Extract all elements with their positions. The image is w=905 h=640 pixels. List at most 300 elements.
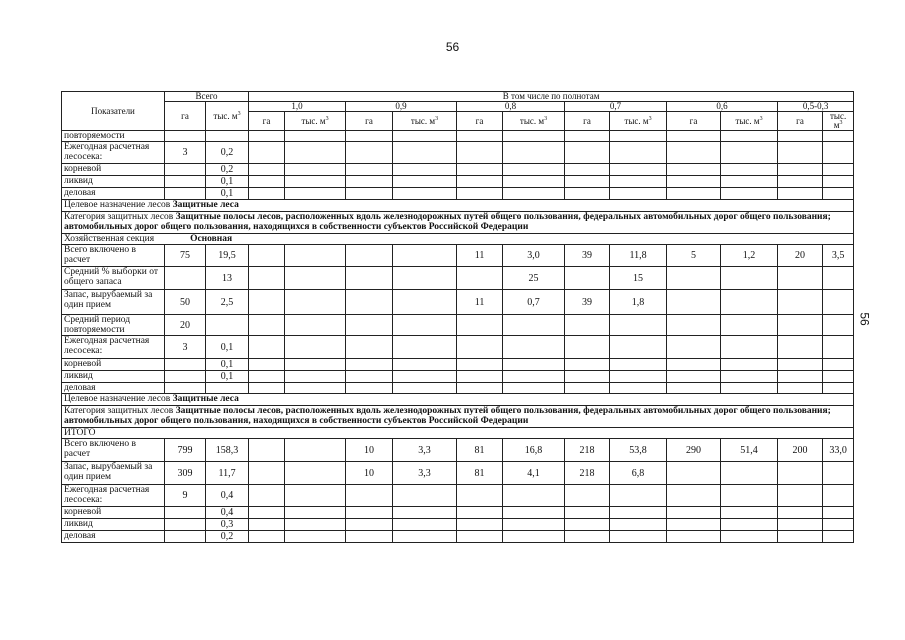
table-cell	[778, 519, 823, 531]
table-cell	[823, 164, 854, 176]
table-cell	[346, 531, 393, 543]
table-cell	[457, 267, 503, 290]
table-cell	[249, 176, 285, 188]
table-cell	[346, 164, 393, 176]
table-cell	[823, 315, 854, 336]
header-total: Всего	[165, 92, 249, 102]
section3-purpose: Целевое назначение лесов Защитные леса	[62, 394, 854, 406]
table-cell	[823, 290, 854, 315]
table-cell: 0,2	[206, 142, 249, 164]
header-unit-volume: тыс. $м^3$	[721, 112, 778, 131]
table-cell	[778, 176, 823, 188]
table-cell	[285, 164, 346, 176]
table-cell: 13	[206, 267, 249, 290]
table-cell: 2,5	[206, 290, 249, 315]
table-cell: 10	[346, 462, 393, 485]
table-cell	[823, 371, 854, 383]
table-row	[62, 142, 854, 164]
table-cell	[165, 176, 206, 188]
table-cell	[206, 315, 249, 336]
table-cell	[285, 519, 346, 531]
table-cell	[667, 267, 721, 290]
table-cell	[823, 462, 854, 485]
header-total-volume: тыс. $м^3$	[206, 102, 249, 131]
table-cell	[565, 519, 610, 531]
row-label: корневой	[62, 507, 165, 519]
table-cell: 0,2	[206, 164, 249, 176]
table-cell	[610, 131, 667, 142]
table-cell: 218	[565, 439, 610, 462]
table-cell	[667, 315, 721, 336]
table-cell	[610, 315, 667, 336]
table-cell	[823, 507, 854, 519]
table-cell: 11	[457, 245, 503, 267]
table-cell	[285, 267, 346, 290]
table-cell	[721, 485, 778, 507]
table-cell	[610, 164, 667, 176]
table-cell	[346, 315, 393, 336]
table-cell: 0,1	[206, 336, 249, 359]
table-cell	[346, 142, 393, 164]
row-label: деловая	[62, 188, 165, 200]
table-cell	[721, 176, 778, 188]
header-unit-ha: га	[667, 112, 721, 131]
table-cell: 309	[165, 462, 206, 485]
header-unit-ha: га	[778, 112, 823, 131]
table-cell	[165, 371, 206, 383]
table-cell	[285, 439, 346, 462]
table-cell	[285, 315, 346, 336]
table-row	[62, 519, 854, 531]
table-row	[62, 359, 854, 371]
header-unit-volume: тыс. $м^3$	[503, 112, 565, 131]
table-cell: 218	[565, 462, 610, 485]
table-cell	[823, 485, 854, 507]
table-cell	[610, 519, 667, 531]
table-cell	[565, 188, 610, 200]
table-cell	[165, 188, 206, 200]
header-density-6: 0,5-0,3	[778, 102, 854, 112]
header-density-2: 0,9	[346, 102, 457, 112]
table-cell: 0,7	[503, 290, 565, 315]
table-cell: 19,5	[206, 245, 249, 267]
header-indicators: Показатели	[62, 92, 165, 131]
header-unit-volume: тыс. $м^3$	[285, 112, 346, 131]
table-cell	[393, 176, 457, 188]
table-cell	[346, 176, 393, 188]
table-cell	[565, 359, 610, 371]
table-row	[62, 315, 854, 336]
header-total-ha: га	[165, 102, 206, 131]
table-cell	[823, 131, 854, 142]
table-cell: 0,1	[206, 188, 249, 200]
table-cell	[346, 290, 393, 315]
header-unit-volume: тыс. $м^3$	[610, 112, 667, 131]
table-cell	[610, 371, 667, 383]
table-cell	[565, 531, 610, 543]
table-cell	[565, 131, 610, 142]
table-cell	[285, 371, 346, 383]
table-cell	[285, 462, 346, 485]
table-cell	[285, 176, 346, 188]
table-cell	[667, 531, 721, 543]
table-cell	[721, 290, 778, 315]
row-label: ликвид	[62, 519, 165, 531]
table-cell	[165, 531, 206, 543]
table-cell	[503, 188, 565, 200]
table-cell	[249, 371, 285, 383]
table-row	[62, 267, 854, 290]
table-cell	[667, 507, 721, 519]
table-cell	[165, 164, 206, 176]
table-cell	[165, 359, 206, 371]
table-cell	[823, 531, 854, 543]
table-row	[62, 176, 854, 188]
table-cell: 0,2	[206, 531, 249, 543]
table-row	[62, 462, 854, 485]
table-cell	[721, 383, 778, 394]
table-cell	[165, 507, 206, 519]
table-cell	[503, 131, 565, 142]
table-cell	[778, 142, 823, 164]
table-cell: 20	[778, 245, 823, 267]
table-cell	[346, 245, 393, 267]
table-cell	[503, 359, 565, 371]
table-cell	[457, 507, 503, 519]
table-cell	[346, 188, 393, 200]
table-cell	[393, 359, 457, 371]
table-cell	[249, 359, 285, 371]
table-cell	[610, 485, 667, 507]
table-cell	[285, 142, 346, 164]
table-cell	[610, 383, 667, 394]
table-cell: 53,8	[610, 439, 667, 462]
table-cell	[778, 383, 823, 394]
table-cell	[667, 519, 721, 531]
table-cell	[457, 176, 503, 188]
table-cell	[667, 131, 721, 142]
table-row	[62, 131, 854, 142]
table-cell	[503, 176, 565, 188]
table-cell	[721, 131, 778, 142]
table-cell	[667, 359, 721, 371]
table-cell	[667, 462, 721, 485]
table-cell	[778, 359, 823, 371]
table-cell	[778, 164, 823, 176]
table-cell: 799	[165, 439, 206, 462]
table-cell	[285, 131, 346, 142]
table-cell	[503, 485, 565, 507]
table-cell	[721, 142, 778, 164]
table-cell: 0,4	[206, 485, 249, 507]
table-cell	[721, 371, 778, 383]
table-cell	[457, 371, 503, 383]
table-cell: 81	[457, 462, 503, 485]
table-cell	[610, 336, 667, 359]
table-cell	[393, 383, 457, 394]
table-cell	[457, 164, 503, 176]
table-cell	[778, 315, 823, 336]
table-cell	[285, 290, 346, 315]
table-cell	[346, 131, 393, 142]
table-cell	[165, 383, 206, 394]
table-cell	[457, 188, 503, 200]
table-row	[62, 439, 854, 462]
table-cell	[565, 383, 610, 394]
table-cell	[667, 164, 721, 176]
table-cell	[565, 142, 610, 164]
table-cell: 4,1	[503, 462, 565, 485]
table-cell	[565, 371, 610, 383]
table-cell	[778, 290, 823, 315]
table-cell	[610, 359, 667, 371]
row-label: ликвид	[62, 371, 165, 383]
table-cell	[346, 371, 393, 383]
table-cell	[823, 267, 854, 290]
table-cell	[285, 336, 346, 359]
row-label: корневой	[62, 164, 165, 176]
table-cell	[285, 359, 346, 371]
table-row	[62, 290, 854, 315]
row-label: повторяемости	[62, 131, 165, 142]
table-cell: 200	[778, 439, 823, 462]
table-cell: 20	[165, 315, 206, 336]
section2-purpose: Целевое назначение лесов Защитные леса	[62, 200, 854, 212]
table-cell	[285, 485, 346, 507]
table-cell	[778, 531, 823, 543]
table-cell: 39	[565, 245, 610, 267]
table-cell	[503, 531, 565, 543]
table-cell	[346, 359, 393, 371]
table-row	[62, 371, 854, 383]
row-label: корневой	[62, 359, 165, 371]
table-cell: 3,0	[503, 245, 565, 267]
table-cell	[823, 336, 854, 359]
table-cell	[457, 336, 503, 359]
table-cell	[249, 336, 285, 359]
table-cell	[249, 462, 285, 485]
table-row	[62, 485, 854, 507]
table-cell	[393, 531, 457, 543]
table-cell	[393, 290, 457, 315]
table-cell	[778, 507, 823, 519]
table-cell	[610, 507, 667, 519]
table-cell	[165, 131, 206, 142]
table-cell	[393, 267, 457, 290]
table-cell	[721, 267, 778, 290]
table-cell	[249, 315, 285, 336]
table-cell: 1,2	[721, 245, 778, 267]
table-cell: 51,4	[721, 439, 778, 462]
row-label: Всего включено в расчет	[62, 439, 165, 462]
table-cell: 3,5	[823, 245, 854, 267]
header-density-4: 0,7	[565, 102, 667, 112]
row-label: Ежегодная расчетная лесосека:	[62, 336, 165, 359]
table-cell	[285, 531, 346, 543]
table-cell	[285, 383, 346, 394]
table-cell	[823, 142, 854, 164]
header-density-3: 0,8	[457, 102, 565, 112]
table-cell	[610, 176, 667, 188]
table-cell: 9	[165, 485, 206, 507]
table-cell	[249, 245, 285, 267]
table-cell	[778, 485, 823, 507]
table-cell	[778, 462, 823, 485]
table-cell: 5	[667, 245, 721, 267]
table-row	[62, 164, 854, 176]
table-cell	[565, 315, 610, 336]
table-cell	[667, 176, 721, 188]
row-label: Ежегодная расчетная лесосека:	[62, 485, 165, 507]
header-unit-ha: га	[249, 112, 285, 131]
table-cell	[823, 383, 854, 394]
table-cell	[721, 315, 778, 336]
table-cell	[165, 519, 206, 531]
table-cell: 25	[503, 267, 565, 290]
table-cell	[503, 371, 565, 383]
page-number-top: 56	[445, 40, 460, 54]
row-label: деловая	[62, 383, 165, 394]
table-cell	[823, 188, 854, 200]
table-cell	[249, 188, 285, 200]
table-cell: 3,3	[393, 462, 457, 485]
table-cell	[721, 507, 778, 519]
section2-economic-section: Хозяйственная секция Основная	[62, 233, 854, 245]
table-cell: 10	[346, 439, 393, 462]
table-cell: 3,3	[393, 439, 457, 462]
table-cell	[565, 507, 610, 519]
section2-category: Категория защитных лесов Защитные полосы лесов, расположенных вдоль железнодорожных путей общего пользования, федеральных автомобильных дорог общего пользования; автомобильных дорог общего пользования, находящихся в собственности субъектов Российской Федерации	[62, 211, 854, 233]
table-cell	[721, 336, 778, 359]
header-unit-ha: га	[457, 112, 503, 131]
table-cell	[249, 131, 285, 142]
table-cell	[249, 519, 285, 531]
table-cell	[346, 267, 393, 290]
header-density-1: 1,0	[249, 102, 346, 112]
table-cell	[503, 507, 565, 519]
table-cell	[393, 336, 457, 359]
table-cell: 290	[667, 439, 721, 462]
table-cell	[503, 315, 565, 336]
table-cell	[457, 131, 503, 142]
row-label: Средний период повторяемости	[62, 315, 165, 336]
table-cell	[721, 359, 778, 371]
table-cell	[565, 267, 610, 290]
table-cell: 75	[165, 245, 206, 267]
table-cell	[503, 336, 565, 359]
table-cell: 0,1	[206, 371, 249, 383]
table-cell: 6,8	[610, 462, 667, 485]
table-cell	[393, 131, 457, 142]
table-cell	[346, 383, 393, 394]
table-cell	[249, 531, 285, 543]
table-cell: 3	[165, 142, 206, 164]
table-cell	[249, 507, 285, 519]
table-cell	[249, 142, 285, 164]
table-cell: 81	[457, 439, 503, 462]
table-row	[62, 188, 854, 200]
table-cell	[393, 485, 457, 507]
table-cell	[457, 485, 503, 507]
table-cell	[565, 176, 610, 188]
table-cell	[393, 164, 457, 176]
table-cell	[667, 290, 721, 315]
table-cell	[565, 164, 610, 176]
table-row	[62, 507, 854, 519]
table-row	[62, 336, 854, 359]
table-cell	[667, 336, 721, 359]
table-cell	[393, 315, 457, 336]
table-cell: 11,7	[206, 462, 249, 485]
table-cell: 39	[565, 290, 610, 315]
table-cell: 1,8	[610, 290, 667, 315]
row-label: Средний % выборки от общего запаса	[62, 267, 165, 290]
row-label: Всего включено в расчет	[62, 245, 165, 267]
row-label: ликвид	[62, 176, 165, 188]
table-cell	[165, 267, 206, 290]
table-cell	[778, 267, 823, 290]
forest-allocation-table	[61, 91, 854, 543]
table-cell: 16,8	[503, 439, 565, 462]
table-cell	[823, 176, 854, 188]
table-cell	[249, 383, 285, 394]
table-cell	[457, 519, 503, 531]
row-label: Ежегодная расчетная лесосека:	[62, 142, 165, 164]
table-cell	[393, 245, 457, 267]
table-cell	[285, 188, 346, 200]
table-cell	[346, 485, 393, 507]
table-cell	[721, 462, 778, 485]
table-cell	[206, 131, 249, 142]
table-cell: 50	[165, 290, 206, 315]
table-row	[62, 245, 854, 267]
table-cell	[823, 359, 854, 371]
table-cell	[778, 371, 823, 383]
table-cell	[393, 371, 457, 383]
table-cell	[249, 439, 285, 462]
header-unit-ha: га	[565, 112, 610, 131]
table-cell	[667, 485, 721, 507]
table-cell	[778, 131, 823, 142]
section3-category: Категория защитных лесов Защитные полосы лесов, расположенных вдоль железнодорожных путей общего пользования, федеральных автомобильных дорог общего пользования; автомобильных дорог общего пользования, находящихся в собственности субъектов Российской Федерации	[62, 405, 854, 427]
table-cell	[610, 531, 667, 543]
table-cell	[457, 531, 503, 543]
table-cell	[667, 371, 721, 383]
table-cell	[565, 485, 610, 507]
table-cell	[346, 507, 393, 519]
table-cell: 11,8	[610, 245, 667, 267]
table-cell	[823, 519, 854, 531]
table-cell	[610, 142, 667, 164]
table-cell	[249, 267, 285, 290]
table-cell: 0,1	[206, 359, 249, 371]
table-cell: 33,0	[823, 439, 854, 462]
table-cell	[393, 507, 457, 519]
table-cell	[457, 142, 503, 164]
header-by-density: В том числе по полнотам	[249, 92, 854, 102]
table-cell	[778, 336, 823, 359]
table-cell	[503, 142, 565, 164]
row-label: деловая	[62, 531, 165, 543]
table-cell: 0,3	[206, 519, 249, 531]
table-cell	[393, 519, 457, 531]
table-cell	[778, 188, 823, 200]
table-cell	[285, 245, 346, 267]
table-cell: 0,4	[206, 507, 249, 519]
table-cell	[249, 164, 285, 176]
header-unit-volume: тыс. $м^3$	[823, 112, 854, 131]
table-cell	[565, 336, 610, 359]
